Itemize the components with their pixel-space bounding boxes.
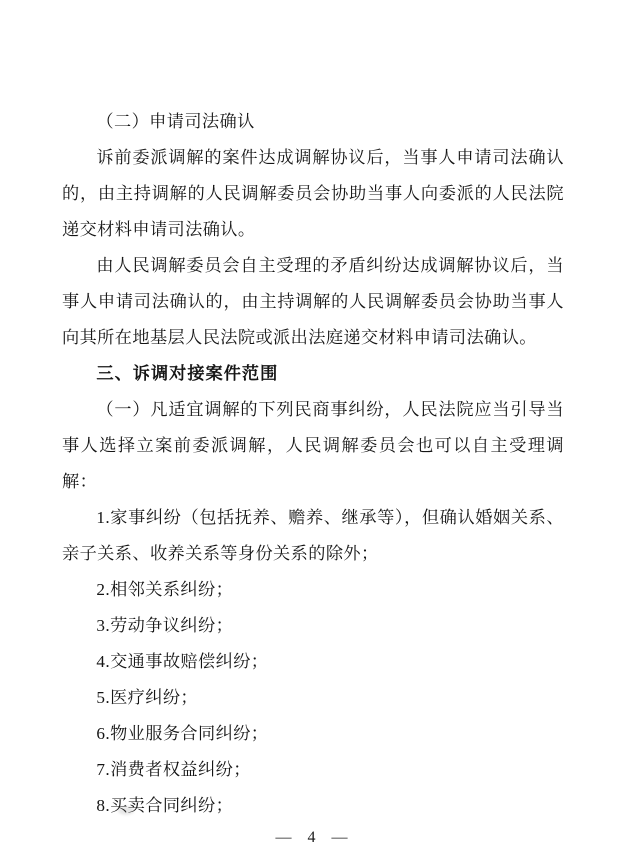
footer-dash-right: — xyxy=(331,829,351,846)
page-smudge-artifact xyxy=(118,806,134,815)
list-item-2: 2.相邻关系纠纷； xyxy=(96,580,234,599)
list-item-5: 5.医疗纠纷； xyxy=(96,688,199,707)
list-item-1: 1.家事纠纷（包括抚养、赡养、继承等），但确认婚姻关系、亲子关系、收养关系等身份关系的除外； xyxy=(62,508,564,563)
list-item-4: 4.交通事故赔偿纠纷； xyxy=(96,652,269,671)
list-item-8: 8.买卖合同纠纷； xyxy=(96,796,234,815)
list-item-3: 3.劳动争议纠纷； xyxy=(96,616,234,635)
heading-section-3: 三、诉调对接案件范围 xyxy=(96,364,279,383)
page-number: 4 xyxy=(307,829,319,846)
page-footer xyxy=(0,829,626,847)
paragraph-section-3-1: （一）凡适宜调解的下列民商事纠纷，人民法院应当引导当事人选择立案前委派调解，人民调解委员会也可以自主受理调解： xyxy=(62,400,564,491)
paragraph-section-2-2-para-1: 诉前委派调解的案件达成调解协议后，当事人申请司法确认的，由主持调解的人民调解委员会协助当事人向委派的人民法院递交材料申请司法确认。 xyxy=(62,148,564,239)
footer-dash-left: — xyxy=(275,829,295,846)
list-item-7: 7.消费者权益纠纷； xyxy=(96,760,251,779)
list-item-6: 6.物业服务合同纠纷； xyxy=(96,724,269,743)
paragraph-section-2-2-heading: （二）申请司法确认 xyxy=(96,112,255,131)
paragraph-section-2-2-para-2: 由人民调解委员会自主受理的矛盾纠纷达成调解协议后，当事人申请司法确认的，由主持调解的人民调解委员会协助当事人向其所在地基层人民法院或派出法庭递交材料申请司法确认。 xyxy=(62,256,564,347)
